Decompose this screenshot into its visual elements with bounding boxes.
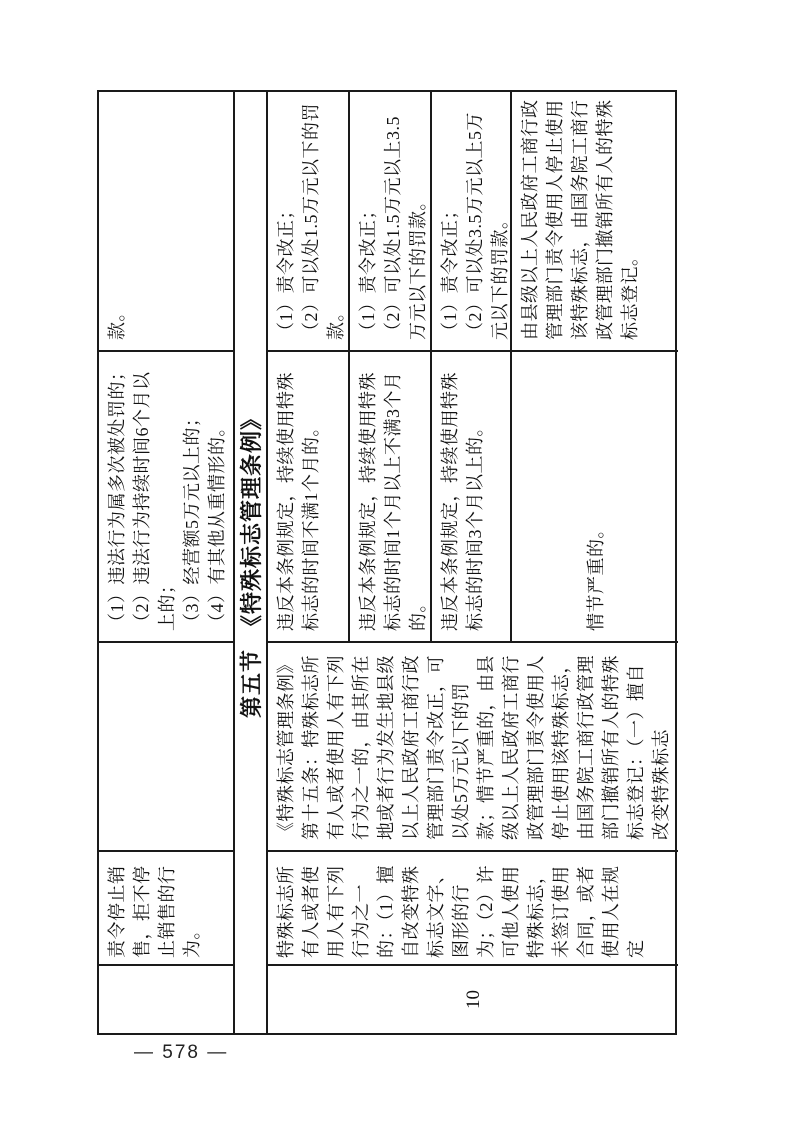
cell-penalty-4: 由县级以上人民政府工商行政管理部门责令使用人停止使用该特殊标志，由国务院工商行政管理部门撤销所有人的特殊标志登记。 bbox=[520, 99, 640, 340]
cell-seq-empty bbox=[99, 964, 233, 1033]
table-row-continuation bbox=[99, 92, 235, 1033]
cell-legal-basis-empty bbox=[99, 641, 233, 850]
penalty-item: （2）可以处3.5万元以上5万元以下的罚款。 bbox=[465, 112, 510, 340]
aggravating-item: （4）有其他从重情形的。 bbox=[207, 418, 227, 631]
penalty-item: （2）可以处1.5万元以下的罚款。 bbox=[301, 103, 346, 340]
cell-penalty-3 bbox=[432, 92, 512, 350]
penalty-item: （1）责令改正； bbox=[276, 201, 296, 340]
penalty-item: （1）责令改正； bbox=[358, 201, 378, 340]
aggravating-item: （2）违法行为持续时间6个月以上的； bbox=[132, 371, 177, 631]
cell-legal-basis: 《特殊标志管理条例》第十五条：特殊标志所有人或者使用人有下列行为之一的，由其所在地或者行为发生地县级以上人民政府工商行政管理部门责令改正，可以处5万元以下的罚款；情节严重的，由县级以上人民政府工商行政管理部门责令使用人停止使用该特殊标志，由国务院工商行政管理部门撤销所有人的特殊标志登记：（一）擅自改变特殊标志 bbox=[268, 641, 678, 850]
cell-penalty-tail: 款。 bbox=[107, 303, 127, 340]
cell-penalty-1 bbox=[268, 92, 350, 350]
cell-penalty-2 bbox=[350, 92, 432, 350]
column-penalties bbox=[268, 92, 678, 350]
cell-circumstance-4: 情节严重的。 bbox=[585, 520, 606, 631]
cell-violation-description: 特殊标志所有人或者使用人有下列行为之一的：（1）擅自改变特殊标志文字、图形的行为；（2）许可他人使用特殊标志，未签订使用合同，或者使用人在规定 bbox=[268, 850, 678, 964]
section-title: 第五节 《特殊标志管理条例》 bbox=[239, 407, 264, 719]
page-number: — 578 — bbox=[134, 1042, 229, 1063]
cell-circumstance-1: 违反本条例规定，持续使用特殊标志的时间不满1个月的。 bbox=[268, 352, 350, 641]
column-circumstances bbox=[268, 350, 678, 641]
cell-circumstance-3: 违反本条例规定，持续使用特殊标志的时间3个月以上的。 bbox=[432, 352, 512, 641]
cell-circumstance-2: 违反本条例规定，持续使用特殊标志的时间1个月以上不满3个月的。 bbox=[350, 352, 432, 641]
penalty-item: （1）责令改正； bbox=[440, 201, 460, 340]
aggravating-item: （1）违法行为属多次被处罚的； bbox=[107, 362, 127, 631]
seq-number: 10 bbox=[462, 990, 484, 1009]
aggravating-item: （3）经营额5万元以上的； bbox=[182, 408, 202, 631]
cell-seq-number bbox=[268, 964, 678, 1033]
table-row-10 bbox=[268, 92, 678, 1033]
section-header-row bbox=[235, 92, 268, 1033]
penalty-item: （2）可以处1.5万元以上3.5万元以下的罚款。 bbox=[383, 116, 428, 340]
cell-violation-continuation: 责令停止销售，拒不停止销售的行为。 bbox=[99, 850, 233, 964]
penalty-standards-table bbox=[97, 90, 677, 1035]
cell-aggravating-circumstances bbox=[99, 350, 233, 641]
